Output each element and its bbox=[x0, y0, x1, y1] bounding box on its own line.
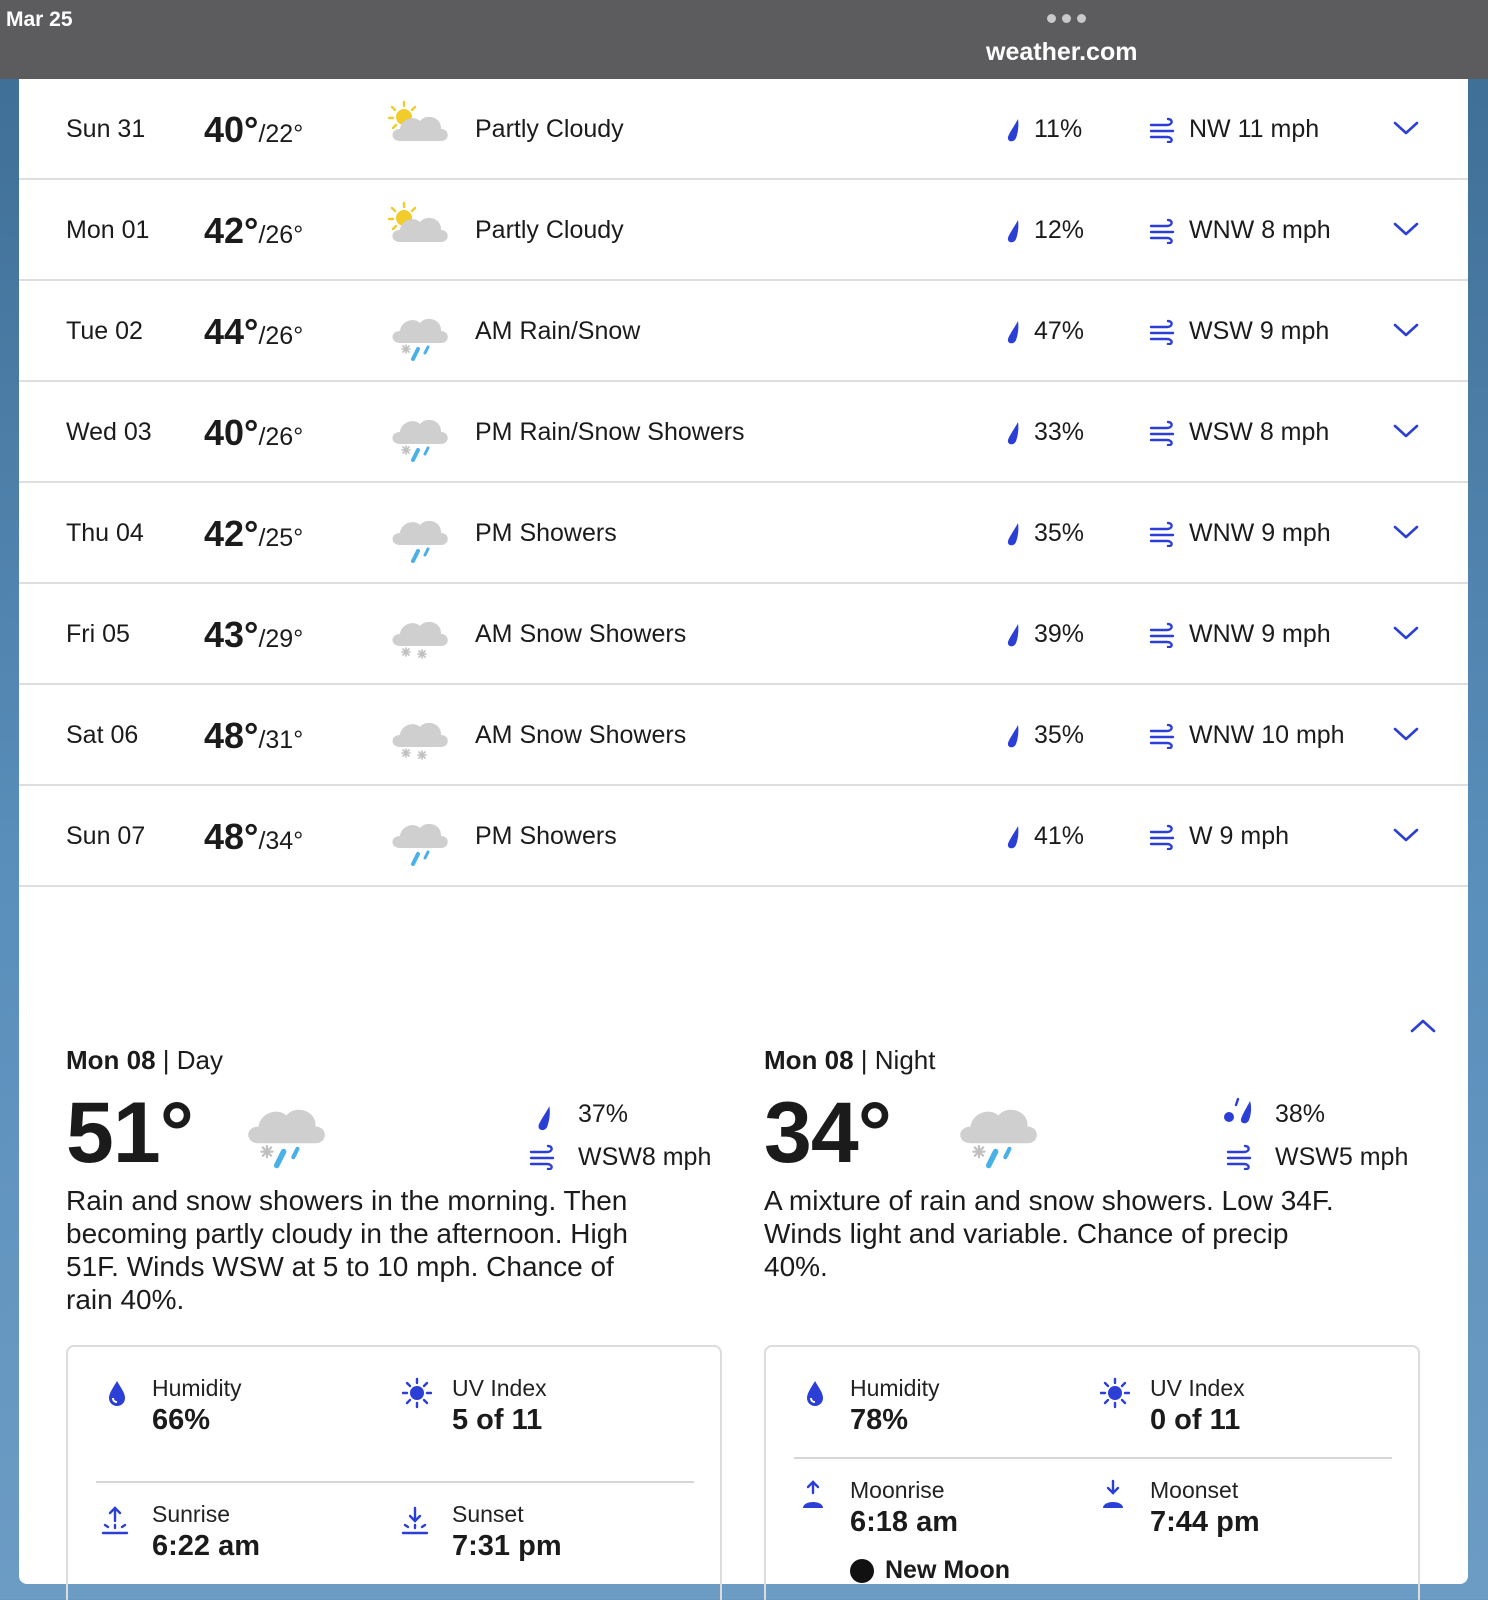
forecast-precip: 35% bbox=[1034, 721, 1085, 749]
precip-drop-icon bbox=[534, 1104, 554, 1132]
wind-icon bbox=[1149, 622, 1177, 648]
partly-cloudy-icon bbox=[386, 99, 452, 161]
expand-chevron-icon[interactable] bbox=[1393, 523, 1419, 541]
moonrise-icon bbox=[798, 1479, 828, 1511]
expand-chevron-icon[interactable] bbox=[1393, 321, 1419, 339]
forecast-precip: 33% bbox=[1034, 418, 1085, 446]
forecast-low: /31° bbox=[258, 726, 304, 754]
forecast-high: 40° bbox=[204, 109, 259, 150]
wind-icon bbox=[1226, 1143, 1254, 1171]
wind-icon bbox=[1149, 117, 1177, 143]
forecast-wind: WNW 9 mph bbox=[1189, 519, 1331, 547]
wind-icon bbox=[1149, 319, 1177, 345]
day-detail-period: | Day bbox=[155, 1045, 224, 1075]
forecast-row[interactable] bbox=[19, 584, 1468, 685]
day-detail-date: Mon 08 bbox=[66, 1045, 156, 1075]
forecast-row[interactable] bbox=[19, 281, 1468, 382]
snow-showers-icon bbox=[386, 705, 452, 767]
rain-snow-icon bbox=[949, 1085, 1045, 1171]
night-narrative: A mixture of rain and snow showers. Low 34F. Winds light and variable. Chance of precip 40%. bbox=[764, 1185, 1334, 1282]
forecast-row[interactable] bbox=[19, 180, 1468, 281]
expand-chevron-icon[interactable] bbox=[1393, 725, 1419, 743]
forecast-low: /26° bbox=[258, 423, 304, 451]
forecast-temps bbox=[204, 816, 303, 858]
uv-index-value: 0 of 11 bbox=[1150, 1404, 1241, 1436]
forecast-low: /26° bbox=[258, 322, 304, 350]
showers-icon bbox=[386, 806, 452, 868]
moonset-label: Moonset bbox=[1150, 1477, 1239, 1503]
partly-cloudy-icon bbox=[386, 200, 452, 262]
day-wind: WSW8 mph bbox=[578, 1143, 712, 1171]
forecast-row[interactable] bbox=[19, 483, 1468, 584]
uv-sun-icon bbox=[1100, 1377, 1130, 1409]
forecast-day: Sat 06 bbox=[66, 721, 139, 749]
forecast-day: Fri 05 bbox=[66, 620, 130, 648]
sunset-label: Sunset bbox=[452, 1501, 524, 1527]
forecast-temps bbox=[204, 109, 303, 151]
forecast-day: Sun 31 bbox=[66, 115, 146, 143]
forecast-day: Thu 04 bbox=[66, 519, 144, 547]
wind-icon bbox=[1149, 824, 1177, 850]
forecast-precip: 11% bbox=[1034, 115, 1083, 143]
humidity-value: 66% bbox=[152, 1404, 211, 1436]
rain-snow-icon bbox=[386, 402, 452, 464]
snow-showers-icon bbox=[386, 604, 452, 666]
humidity-drop-icon bbox=[102, 1377, 132, 1409]
day-precip: 37% bbox=[578, 1100, 629, 1128]
sunset-icon bbox=[400, 1505, 430, 1537]
night-detail-date: Mon 08 bbox=[764, 1045, 854, 1075]
precip-drop-icon bbox=[1005, 420, 1021, 446]
moonrise-label: Moonrise bbox=[850, 1477, 945, 1503]
wind-icon bbox=[529, 1143, 557, 1171]
more-options-icon[interactable] bbox=[1044, 8, 1088, 28]
night-wind: WSW5 mph bbox=[1275, 1143, 1409, 1171]
forecast-row[interactable] bbox=[19, 382, 1468, 483]
expand-chevron-icon[interactable] bbox=[1393, 826, 1419, 844]
forecast-high: 42° bbox=[204, 210, 259, 251]
forecast-high: 43° bbox=[204, 614, 259, 655]
divider bbox=[794, 1457, 1392, 1459]
night-details-card bbox=[764, 1345, 1420, 1600]
wind-icon bbox=[1149, 218, 1177, 244]
sunrise-label: Sunrise bbox=[152, 1501, 230, 1527]
moonset-value: 7:44 pm bbox=[1150, 1506, 1260, 1538]
expand-chevron-icon[interactable] bbox=[1393, 624, 1419, 642]
night-precip: 38% bbox=[1275, 1100, 1326, 1128]
forecast-row[interactable] bbox=[19, 786, 1468, 887]
sunrise-value: 6:22 am bbox=[152, 1530, 261, 1562]
forecast-wind: WNW 8 mph bbox=[1189, 216, 1331, 244]
forecast-condition: PM Showers bbox=[475, 519, 617, 547]
browser-status-bar bbox=[0, 0, 1488, 79]
forecast-day: Mon 01 bbox=[66, 216, 150, 244]
forecast-high: 40° bbox=[204, 412, 259, 453]
day-detail-heading bbox=[66, 1045, 223, 1076]
forecast-high: 48° bbox=[204, 715, 259, 756]
precip-snow-rain-icon bbox=[1222, 1097, 1256, 1129]
forecast-wind: WNW 10 mph bbox=[1189, 721, 1345, 749]
forecast-low: /25° bbox=[258, 524, 304, 552]
forecast-wind: WSW 9 mph bbox=[1189, 317, 1330, 345]
precip-drop-icon bbox=[1005, 117, 1021, 143]
forecast-precip: 47% bbox=[1034, 317, 1085, 345]
moon-phase: New Moon bbox=[885, 1556, 1010, 1584]
forecast-condition: AM Snow Showers bbox=[475, 721, 687, 749]
forecast-wind: W 9 mph bbox=[1189, 822, 1290, 850]
forecast-wind: NW 11 mph bbox=[1189, 115, 1320, 143]
forecast-panel bbox=[19, 79, 1468, 1584]
forecast-precip: 12% bbox=[1034, 216, 1085, 244]
day-narrative: Rain and snow showers in the morning. Then becoming partly cloudy in the afternoon. High 51F. Winds WSW at 5 to 10 mph. Chance of rain 40%. bbox=[66, 1185, 628, 1315]
night-detail-period: | Night bbox=[853, 1045, 936, 1075]
humidity-drop-icon bbox=[800, 1377, 830, 1409]
forecast-temps bbox=[204, 311, 303, 353]
status-date: Mar 25 bbox=[6, 8, 73, 31]
forecast-condition: Partly Cloudy bbox=[475, 216, 624, 244]
forecast-temps bbox=[204, 513, 303, 555]
forecast-condition: PM Showers bbox=[475, 822, 617, 850]
rain-snow-icon bbox=[386, 301, 452, 363]
forecast-condition: PM Rain/Snow Showers bbox=[475, 418, 745, 446]
night-temperature: 34° bbox=[764, 1085, 892, 1181]
day-temperature: 51° bbox=[66, 1085, 194, 1181]
new-moon-icon bbox=[850, 1559, 874, 1583]
forecast-precip: 39% bbox=[1034, 620, 1085, 648]
forecast-condition: AM Rain/Snow bbox=[475, 317, 641, 345]
wind-icon bbox=[1149, 723, 1177, 749]
precip-drop-icon bbox=[1005, 521, 1021, 547]
page-url[interactable]: weather.com bbox=[986, 38, 1138, 66]
sunrise-icon bbox=[100, 1505, 130, 1537]
showers-icon bbox=[386, 503, 452, 565]
forecast-condition: Partly Cloudy bbox=[475, 115, 624, 143]
precip-drop-icon bbox=[1005, 824, 1021, 850]
expand-chevron-icon[interactable] bbox=[1393, 220, 1419, 238]
forecast-precip: 35% bbox=[1034, 519, 1085, 547]
expand-chevron-icon[interactable] bbox=[1393, 422, 1419, 440]
moonrise-value: 6:18 am bbox=[850, 1506, 959, 1538]
forecast-day: Sun 07 bbox=[66, 822, 146, 850]
forecast-day: Wed 03 bbox=[66, 418, 152, 446]
forecast-low: /34° bbox=[258, 827, 304, 855]
rain-snow-icon bbox=[237, 1085, 333, 1171]
uv-index-label: UV Index bbox=[452, 1375, 547, 1401]
precip-drop-icon bbox=[1005, 319, 1021, 345]
forecast-temps bbox=[204, 210, 303, 252]
forecast-precip: 41% bbox=[1034, 822, 1085, 850]
forecast-high: 42° bbox=[204, 513, 259, 554]
precip-drop-icon bbox=[1005, 218, 1021, 244]
forecast-low: /26° bbox=[258, 221, 304, 249]
forecast-temps bbox=[204, 715, 303, 757]
night-detail-heading bbox=[764, 1045, 935, 1076]
day-details-card bbox=[66, 1345, 722, 1600]
uv-index-label: UV Index bbox=[1150, 1375, 1245, 1401]
uv-sun-icon bbox=[402, 1377, 432, 1409]
moonset-icon bbox=[1098, 1479, 1128, 1511]
forecast-row[interactable] bbox=[19, 685, 1468, 786]
sunset-value: 7:31 pm bbox=[452, 1530, 562, 1562]
collapse-chevron-icon[interactable] bbox=[1409, 1017, 1437, 1035]
forecast-temps bbox=[204, 412, 303, 454]
forecast-day: Tue 02 bbox=[66, 317, 143, 345]
forecast-low: /29° bbox=[258, 625, 304, 653]
forecast-row[interactable] bbox=[19, 79, 1468, 180]
wind-icon bbox=[1149, 420, 1177, 446]
expand-chevron-icon[interactable] bbox=[1393, 119, 1419, 137]
forecast-wind: WSW 8 mph bbox=[1189, 418, 1330, 446]
forecast-low: /22° bbox=[258, 120, 304, 148]
precip-drop-icon bbox=[1005, 723, 1021, 749]
humidity-label: Humidity bbox=[850, 1375, 940, 1401]
uv-index-value: 5 of 11 bbox=[452, 1404, 543, 1436]
forecast-high: 44° bbox=[204, 311, 259, 352]
humidity-label: Humidity bbox=[152, 1375, 242, 1401]
divider bbox=[96, 1481, 694, 1483]
precip-drop-icon bbox=[1005, 622, 1021, 648]
forecast-high: 48° bbox=[204, 816, 259, 857]
forecast-condition: AM Snow Showers bbox=[475, 620, 687, 648]
forecast-temps bbox=[204, 614, 303, 656]
wind-icon bbox=[1149, 521, 1177, 547]
humidity-value: 78% bbox=[850, 1404, 909, 1436]
forecast-wind: WNW 9 mph bbox=[1189, 620, 1331, 648]
